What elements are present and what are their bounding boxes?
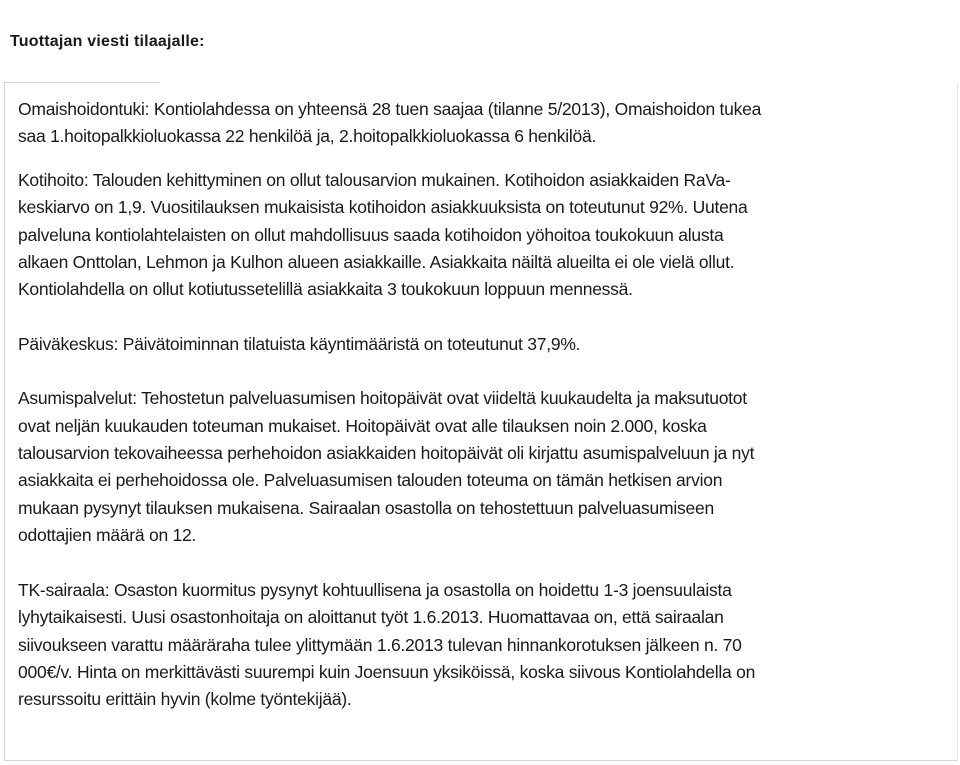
- text-line: Asumispalvelut: Tehostetun palveluasumisen hoitopäivät ovat viideltä kuukaudelta ja maksutuotot: [18, 388, 747, 409]
- text-line: odottajien määrä on 12.: [18, 525, 197, 546]
- text-line: siivoukseen varattu määräraha tulee ylittymään 1.6.2013 tulevan hinnankorotuksen jälkeen n. 70: [18, 634, 742, 655]
- text-line: lyhytaikaisesti. Uusi osastonhoitaja on aloittanut työt 1.6.2013. Huomattavaa on, että sairaalan: [18, 607, 724, 628]
- text-line: Omaishoidontuki: Kontiolahdessa on yhteensä 28 tuen saajaa (tilanne 5/2013), Omaishoidon tukea: [18, 99, 762, 119]
- text-line: keskiarvo on 1,9. Vuositilauksen mukaisista kotihoidon asiakkuuksista on toteutunut 92%. Uutena: [18, 197, 748, 218]
- text-line: talousarvion tekovaiheessa perhehoidon asiakkaiden hoitopäivät oli kirjattu asumispalveluun ja nyt: [18, 443, 755, 464]
- text-line: 000€/v. Hinta on merkittävästi suurempi kuin Joensuun yksiköissä, koska siivous Kontiolahdella on: [18, 661, 756, 682]
- paragraph-kotihoito: [18, 167, 942, 304]
- text-line: asiakkaita ei perhehoidossa ole. Palveluasumisen talouden toteuma on tämän hetkisen arvion: [18, 470, 723, 491]
- text-line: TK-sairaala: Osaston kuormitus pysynyt kohtuullisena ja osastolla on hoidettu 1-3 joensuulaista: [18, 579, 732, 600]
- text-line: ovat neljän kuukauden toteuman mukaiset. Hoitopäivät ovat alle tilauksen noin 2.000, koska: [18, 415, 707, 436]
- text-line: saa 1.hoitopalkkioluokassa 22 henkilöä ja, 2.hoitopalkkioluokassa 6 henkilöä.: [18, 126, 597, 147]
- message-body: [18, 96, 942, 730]
- text-line: alkaen Onttolan, Lehmon ja Kulhon alueen asiakkaille. Asiakkaita näiltä alueilta ei ole vielä ollut.: [18, 252, 735, 273]
- text-line: Päiväkeskus: Päivätoiminnan tilatuista käyntimääristä on toteutunut 37,9%.: [18, 333, 581, 354]
- paragraph-omaishoidontuki: [18, 96, 942, 151]
- paragraph-tk-sairaala: [18, 577, 942, 714]
- paragraph-asumispalvelut: [18, 385, 942, 549]
- message-heading: Tuottajan viesti tilaajalle:: [10, 33, 205, 50]
- text-line: Kotihoito: Talouden kehittyminen on ollut talousarvion mukainen. Kotihoidon asiakkaiden RaVa-: [18, 169, 731, 190]
- text-line: palveluna kontiolahtelaisten on ollut mahdollisuus saada kotihoidon yöhoitoa toukokuun alusta: [18, 224, 724, 245]
- text-line: resurssoitu erittäin hyvin (kolme työntekijää).: [18, 689, 352, 710]
- text-line: mukaan pysynyt tilauksen mukaisena. Sairaalan osastolla on tehostettuun palveluasumiseen: [18, 497, 714, 518]
- frame-top-divider: [4, 82, 160, 83]
- text-line: Kontiolahdella on ollut kotiutussetelillä asiakkaita 3 toukokuun loppuun mennessä.: [18, 279, 633, 300]
- paragraph-paivakeskus: [18, 331, 942, 358]
